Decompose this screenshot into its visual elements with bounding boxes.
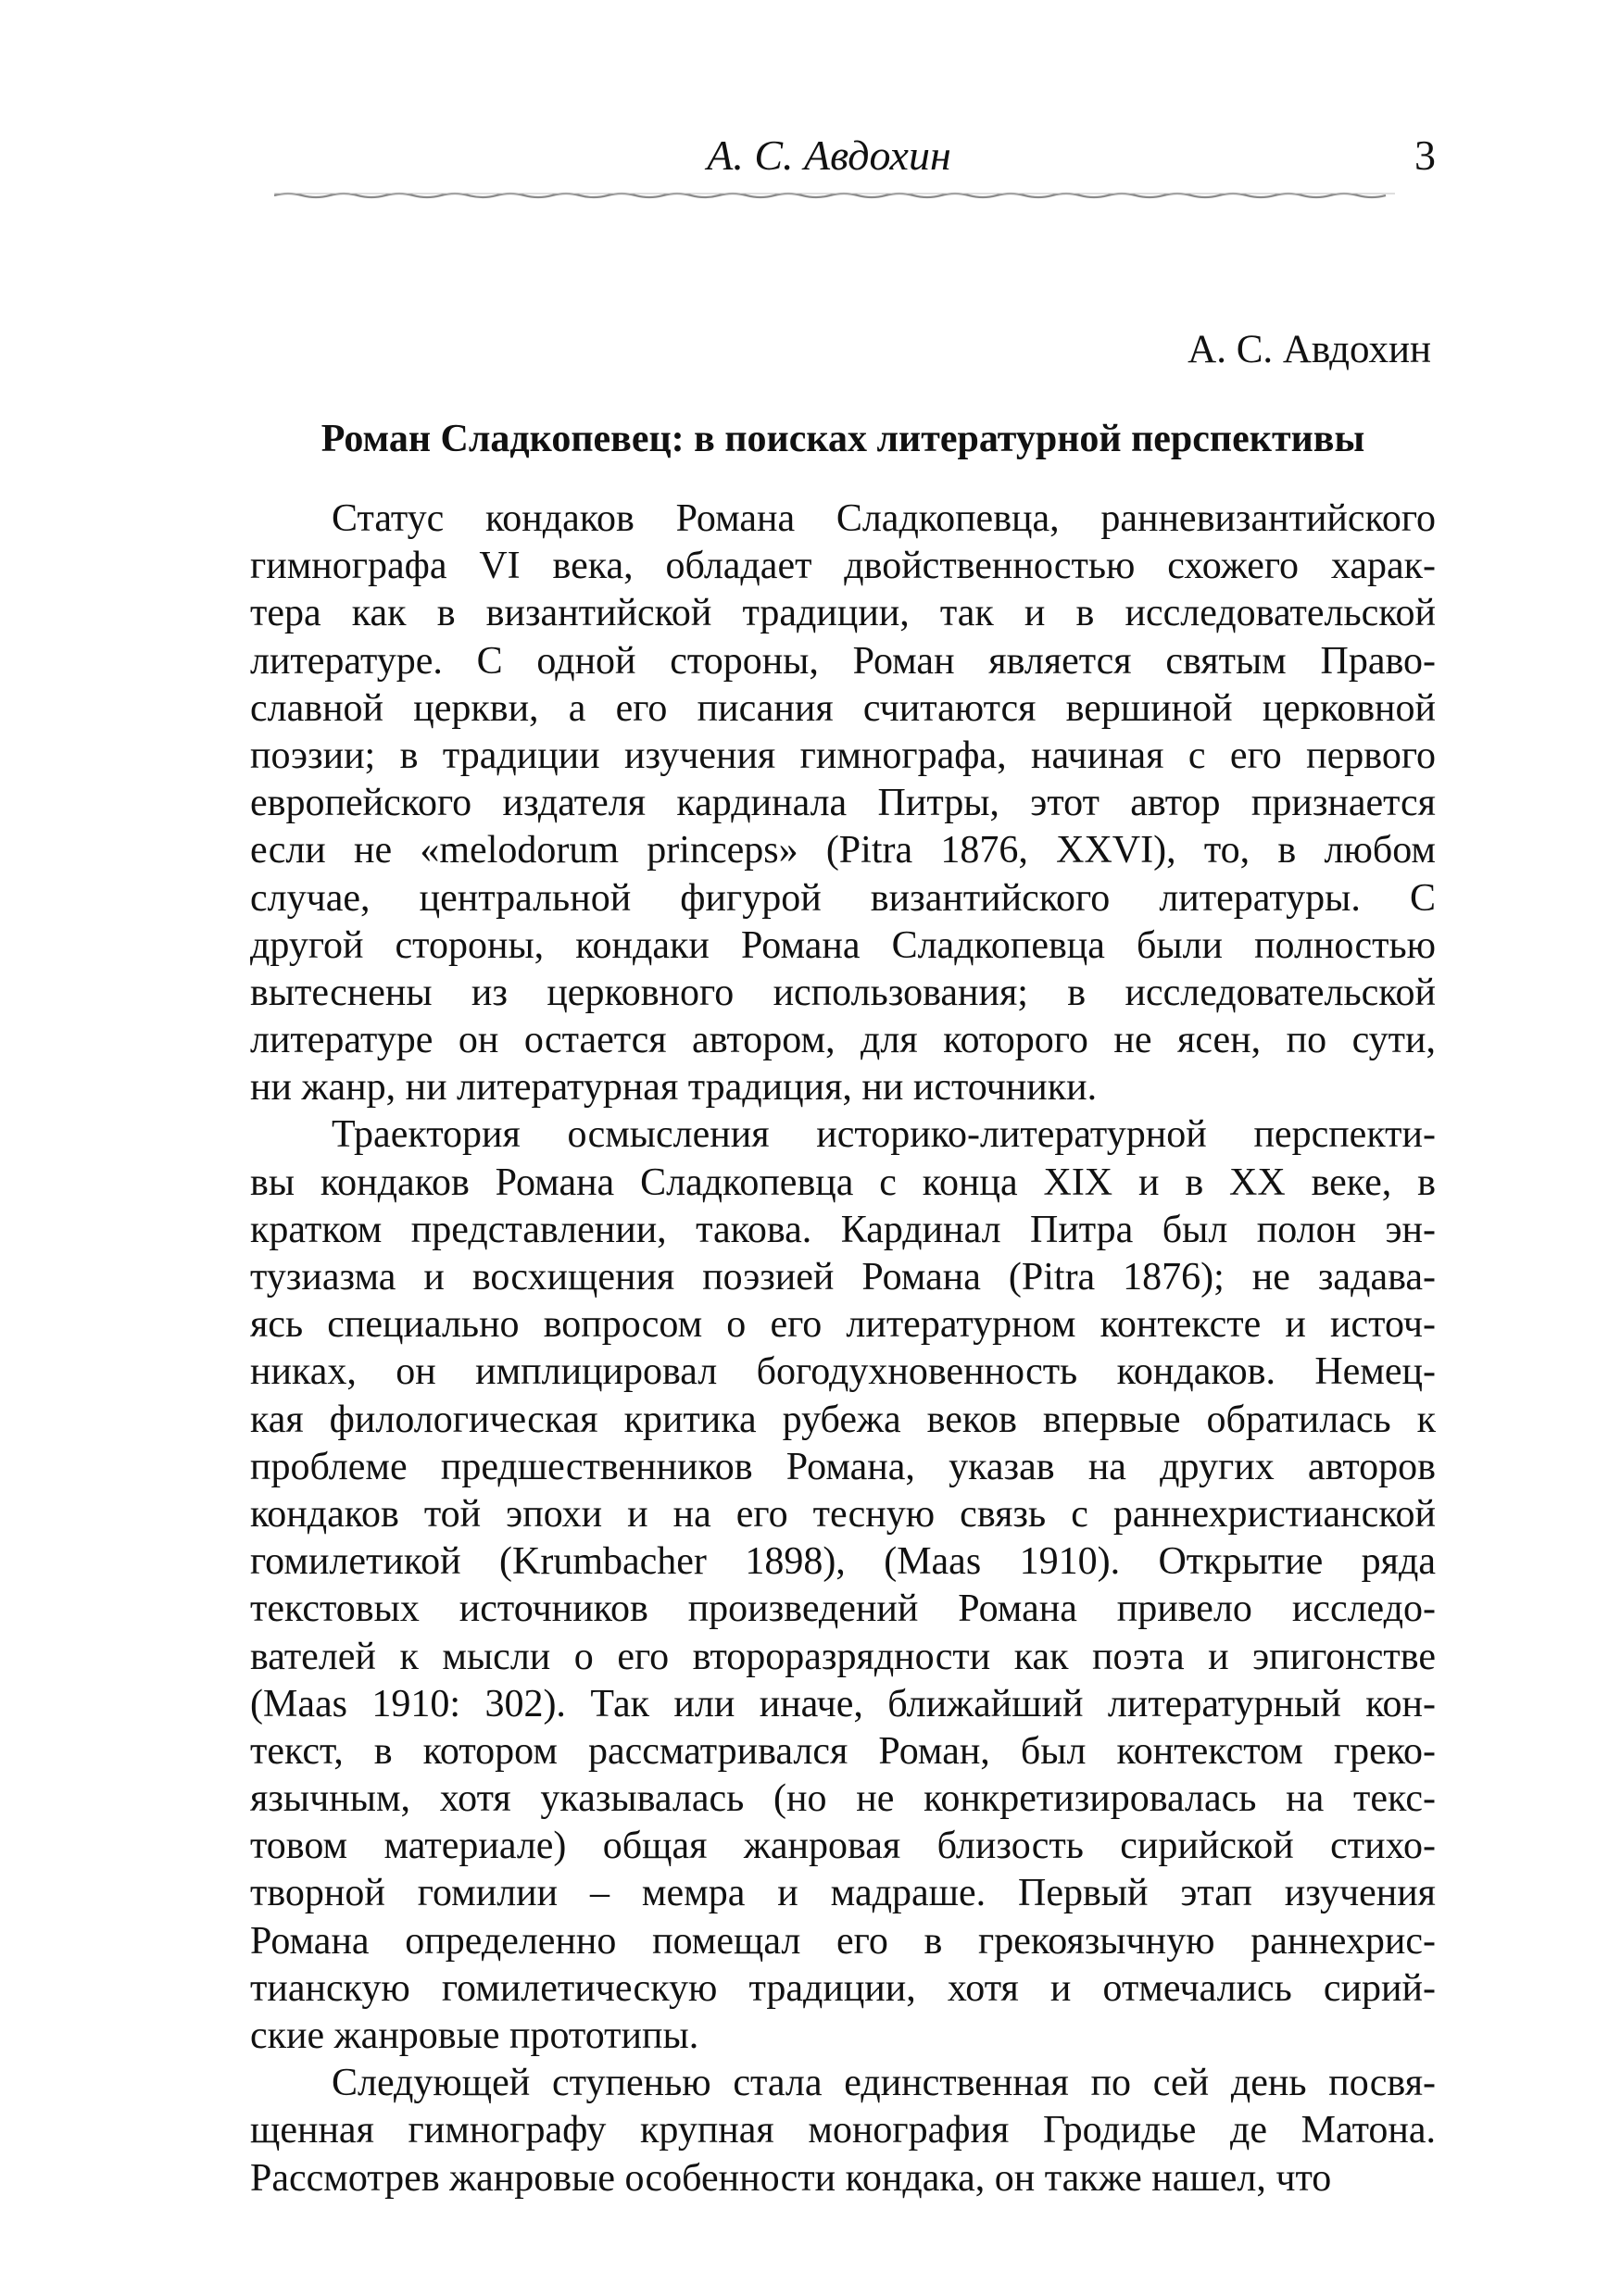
paragraph xyxy=(250,496,1436,1111)
text-line: (Maas 1910: 302). Так или иначе, ближайший литературный кон- xyxy=(250,1682,1436,1725)
text-line: щенная гимнографу крупная монография Гродидье де Матона. xyxy=(250,2109,1436,2152)
text-line: литературе он остается автором, для которого не ясен, по сути, xyxy=(250,1019,1436,1062)
article-author: А. С. Авдохин xyxy=(1187,328,1431,371)
text-line: Романа определенно помещал его в грекоязычную раннехрис- xyxy=(250,1919,1436,1963)
article-title: Роман Сладкопевец: в поисках литературной перспективы xyxy=(320,418,1365,460)
text-line: гимнографа VI века, обладает двойственностью схожего харак- xyxy=(250,545,1436,588)
text-line: тианскую гомилетическую традиции, хотя и отмечались сирий- xyxy=(250,1966,1436,2010)
text-line: творной гомилии – мемра и мадраше. Первый этап изучения xyxy=(250,1872,1436,1915)
paragraph xyxy=(250,2060,1436,2202)
text-line: Статус кондаков Романа Сладкопевца, ранневизантийского xyxy=(332,497,1436,540)
text-line: текстовых источников произведений Романа привело исследо- xyxy=(250,1587,1436,1631)
text-line: другой стороны, кондаки Романа Сладкопевца были полностью xyxy=(250,923,1436,967)
text-line: Траектория осмысления историко-литературной перспекти- xyxy=(332,1113,1436,1157)
page-number: 3 xyxy=(1414,132,1436,179)
text-line: случае, центральной фигурой византийского литературы. С xyxy=(250,876,1436,920)
text-line: кая филологическая критика рубежа веков впервые обратилась к xyxy=(250,1398,1436,1441)
text-line: язычным, хотя указывалась (но не конкретизировалась на текс- xyxy=(250,1777,1436,1821)
text-line: никах, он имплицировал богодухновенность кондаков. Немец- xyxy=(250,1350,1436,1394)
text-line: вателей к мысли о его второразрядности как поэта и эпигонстве xyxy=(250,1635,1436,1678)
text-line: проблеме предшественников Романа, указав на других авторов xyxy=(250,1445,1436,1488)
text-line: ясь специально вопросом о его литературном контексте и источ- xyxy=(250,1303,1436,1347)
text-line: тузиазма и восхищения поэзией Романа (Pitra 1876); не задава- xyxy=(250,1256,1436,1299)
text-line: ские жанровые прототипы. xyxy=(250,2014,699,2057)
text-line: текст, в котором рассматривался Роман, был контекстом греко- xyxy=(250,1729,1436,1773)
text-line: кондаков той эпохи и на его тесную связь с раннехристианской xyxy=(250,1492,1436,1536)
text-line: ни жанр, ни литературная традиция, ни источники. xyxy=(250,1066,1098,1110)
text-line: Рассмотрев жанровые особенности кондака, он также нашел, что xyxy=(250,2156,1332,2200)
text-line: вытеснены из церковного использования; в исследовательской xyxy=(250,971,1436,1014)
text-line: тера как в византийской традиции, так и в исследовательской xyxy=(250,592,1436,635)
text-line: если не «melodorum princeps» (Pitra 1876, XXVI), то, в любом xyxy=(250,829,1436,872)
text-line: европейского издателя кардинала Питры, этот автор признается xyxy=(250,782,1436,825)
text-line: гомилетикой (Krumbacher 1898), (Maas 1910). Открытие ряда xyxy=(250,1540,1436,1584)
text-line: вы кондаков Романа Сладкопевца с конца XIX и в XX веке, в xyxy=(250,1161,1436,1204)
paragraph xyxy=(250,1111,1436,2060)
text-line: литературе. С одной стороны, Роман является святым Право- xyxy=(250,639,1436,683)
running-header xyxy=(250,128,1436,193)
text-line: славной церкви, а его писания считаются вершиной церковной xyxy=(250,686,1436,730)
running-title: А. С. Авдохин xyxy=(707,132,951,179)
text-line: товом материале) общая жанровая близость сирийской стихо- xyxy=(250,1825,1436,1868)
header-decorative-rule xyxy=(274,190,1395,199)
article-body xyxy=(250,496,1436,2202)
text-line: поэзии; в традиции изучения гимнографа, начиная с его первого xyxy=(250,734,1436,777)
text-line: Следующей ступенью стала единственная по сей день посвя- xyxy=(332,2062,1436,2105)
text-line: кратком представлении, такова. Кардинал Питра был полон эн- xyxy=(250,1208,1436,1251)
